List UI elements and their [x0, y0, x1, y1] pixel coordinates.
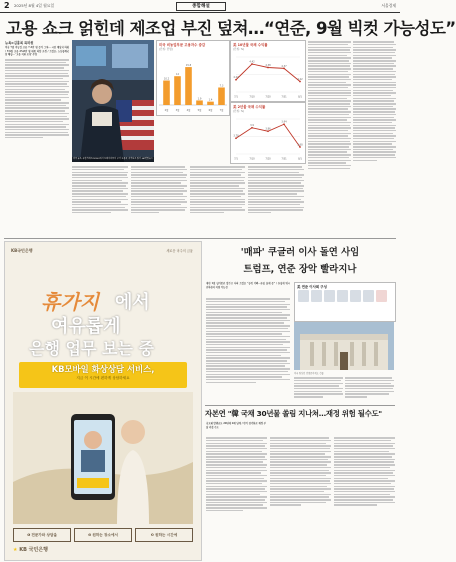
x-tick-label: 7/31 — [281, 157, 287, 161]
treasury-2y-chart — [230, 102, 306, 164]
lead-left-column — [5, 40, 69, 140]
step-number: ❷ — [88, 533, 93, 537]
data-label: 1.4 — [208, 98, 213, 102]
bar-2월 — [163, 81, 170, 105]
body-text-block — [206, 297, 290, 384]
newspaper-name: 서울경제 — [381, 3, 396, 8]
body-text-block — [206, 436, 267, 513]
third-story-headline: 자본연 "韓 국채 30년물 쏠림 지나쳐…재정 위험 될수도" — [205, 409, 382, 418]
data-label: 4.38 — [265, 63, 271, 67]
trader-photo-illustration — [72, 40, 154, 162]
body-text-block — [190, 165, 246, 235]
body-text-block — [131, 165, 187, 235]
x-tick-label: 3월 — [175, 109, 180, 112]
bar-5월 — [196, 100, 203, 105]
member-portrait — [376, 290, 387, 302]
lead-right-column — [308, 40, 396, 235]
second-story-headline-block — [205, 244, 395, 275]
step-number: ❶ — [27, 533, 32, 537]
bar-3월 — [174, 76, 181, 105]
member-portrait — [298, 290, 309, 302]
body-text-block — [248, 165, 304, 235]
ad-bank-logo: KB국민은행 — [11, 248, 33, 253]
chart-unit: (단위: %) — [233, 109, 245, 113]
ad-step-3: ❸ 원하는 시간에 — [135, 528, 193, 542]
ad-service-banner — [19, 362, 187, 388]
board-member-grid — [298, 290, 392, 318]
data-label: 12 — [175, 73, 180, 77]
body-text-block — [72, 165, 128, 235]
x-tick-label: 2월 — [164, 109, 169, 112]
chart-unit: (단위: %) — [233, 47, 245, 51]
data-label: 4.24 — [233, 76, 239, 80]
ad-service-subtitle: 지금 이 시간에 편하게 상담하세요 — [76, 376, 130, 380]
ad-tagline: 새로운 마주의 금융 — [166, 249, 193, 253]
x-tick-label: 6월 — [208, 109, 213, 112]
photo-caption: 미국 워싱턴 연방준비제도 건물 — [294, 372, 324, 375]
second-story-right-text — [294, 376, 394, 399]
body-text-block — [5, 59, 69, 138]
ad-footer-logo: ★ KB 국민은행 — [13, 547, 48, 553]
line-chart-svg — [233, 113, 303, 161]
member-portrait — [337, 290, 348, 302]
x-tick-label: 7/31 — [281, 95, 287, 99]
lead-photo — [72, 40, 154, 162]
chart-unit: (단위: 만명) — [159, 47, 173, 51]
x-tick-label: 7/10 — [249, 95, 255, 99]
body-text-block — [353, 40, 396, 170]
fed-building-photo — [294, 322, 394, 370]
nonfarm-payroll-chart — [156, 40, 230, 116]
byline: 뉴욕=김흥록 특파원 — [5, 41, 34, 45]
chart-title: 美 연준 이사회 구성 — [297, 285, 327, 289]
step-number: ❸ — [150, 533, 156, 537]
data-label: 3.86 — [265, 127, 271, 131]
bar-chart-svg — [159, 51, 227, 113]
x-tick-label: 8/1 — [298, 157, 302, 161]
body-text-block — [345, 376, 394, 399]
x-tick-label: 7/20 — [265, 157, 271, 161]
bar-4월 — [185, 67, 192, 105]
x-tick-label: 7/20 — [265, 95, 271, 99]
x-tick-label: 7/1 — [234, 157, 238, 161]
data-label: 4.22 — [297, 77, 303, 81]
third-story-deck: 국고채 발행규모 20년새 2배 넘게 / 만기 장기화로 재정 부담 커질 수도 — [206, 422, 266, 429]
photo-caption: 미국 뉴욕 증권거래소(NYSE)에서 트레이더들이 주가 흐름을 지켜보고 있다. AP연합뉴스 — [73, 158, 153, 161]
data-label: 4.37 — [281, 64, 287, 68]
member-portrait — [311, 290, 322, 302]
fed-board-chart — [294, 282, 396, 322]
ad-hero-line1: 에서 — [115, 292, 150, 313]
section-label: 종합해설 — [176, 2, 226, 12]
bar-6월 — [207, 102, 214, 105]
second-story-headline-1: '매파' 쿠글러 이사 돌연 사임 — [240, 247, 360, 258]
member-portrait — [363, 290, 374, 302]
ad-service-title: KB모바일 화상상담 서비스, — [51, 364, 155, 374]
member-portrait — [350, 290, 361, 302]
section-divider — [4, 238, 396, 239]
data-label: 10.2 — [163, 77, 170, 81]
page-date: 2025년 8월 4일 월요일 — [14, 3, 55, 8]
ad-phone-illustration — [13, 392, 193, 524]
line-chart-svg — [233, 51, 303, 99]
data-label: 3.94 — [281, 120, 287, 124]
x-tick-label: 7/1 — [234, 95, 238, 99]
chart-title: 미국 비농업부문 고용자수 증감 — [159, 43, 206, 47]
third-story-columns — [206, 436, 395, 513]
kb-bank-advertisement — [4, 241, 202, 561]
data-label: 7.3 — [219, 84, 224, 88]
x-tick-label: 8/1 — [298, 95, 302, 99]
section-divider — [205, 405, 395, 406]
second-story-headline-2: 트럼프, 연준 장악 빨라지나 — [243, 264, 357, 275]
body-text-block — [270, 436, 331, 513]
lead-body-columns — [72, 165, 304, 235]
x-tick-label: 4월 — [186, 109, 191, 112]
bar-7월 — [218, 87, 225, 105]
data-label: 15.8 — [185, 64, 192, 68]
ad-step-1: ❶ 전문가와 상담을 — [13, 528, 71, 542]
ad-hero-line3: 은행 업무 보는 중 — [29, 339, 154, 358]
ad-hero-script: 휴가지 — [41, 290, 99, 314]
body-text-block — [334, 436, 395, 513]
x-tick-label: 7/10 — [249, 157, 255, 161]
data-label: 3.68 — [297, 143, 303, 147]
chart-title: 美 10년물 국채 수익률 — [233, 43, 268, 47]
x-tick-label: 5월 — [197, 109, 202, 112]
data-label: 3.78 — [233, 134, 239, 138]
member-portrait — [324, 290, 335, 302]
x-tick-label: 7월 — [219, 109, 224, 112]
ad-hero-line2: 여유롭게 — [51, 316, 121, 337]
fed-building-illustration — [294, 322, 394, 370]
second-story-deck: 내년 1월 임기종료 앞두고 사의 트럼프 "공석 기뻐…후임 물색 중" / 후임에 역시 인하론자 지명 가능성 — [206, 282, 290, 289]
body-text-block — [294, 376, 343, 399]
kb-star-icon: ★ — [13, 547, 18, 553]
treasury-10y-chart — [230, 40, 306, 102]
ad-steps — [13, 528, 193, 542]
data-label: 1.9 — [197, 97, 202, 101]
lead-deck: 미국 7월 비농업 고용 7.3만 명 증가 그쳐… 시장 예상치 하회 / 5·6월 고용 25.8만 명 대폭 하향 조정 / 트럼프, 노동통계국장 해임… '고용 지표 조작' 주장 — [5, 46, 69, 57]
page-number: 2 — [4, 1, 10, 10]
data-label: 4.42 — [249, 60, 255, 64]
ad-step-2: ❷ 원하는 장소에서 — [74, 528, 132, 542]
lead-headline: 고용 쇼크 얽힌데 제조업 부진 덮쳐…“연준, 9월 빅컷 가능성도” — [6, 19, 456, 38]
chart-title: 美 2년물 국채 수익률 — [233, 105, 266, 109]
data-label: 3.9 — [250, 124, 254, 128]
body-text-block — [308, 40, 351, 170]
